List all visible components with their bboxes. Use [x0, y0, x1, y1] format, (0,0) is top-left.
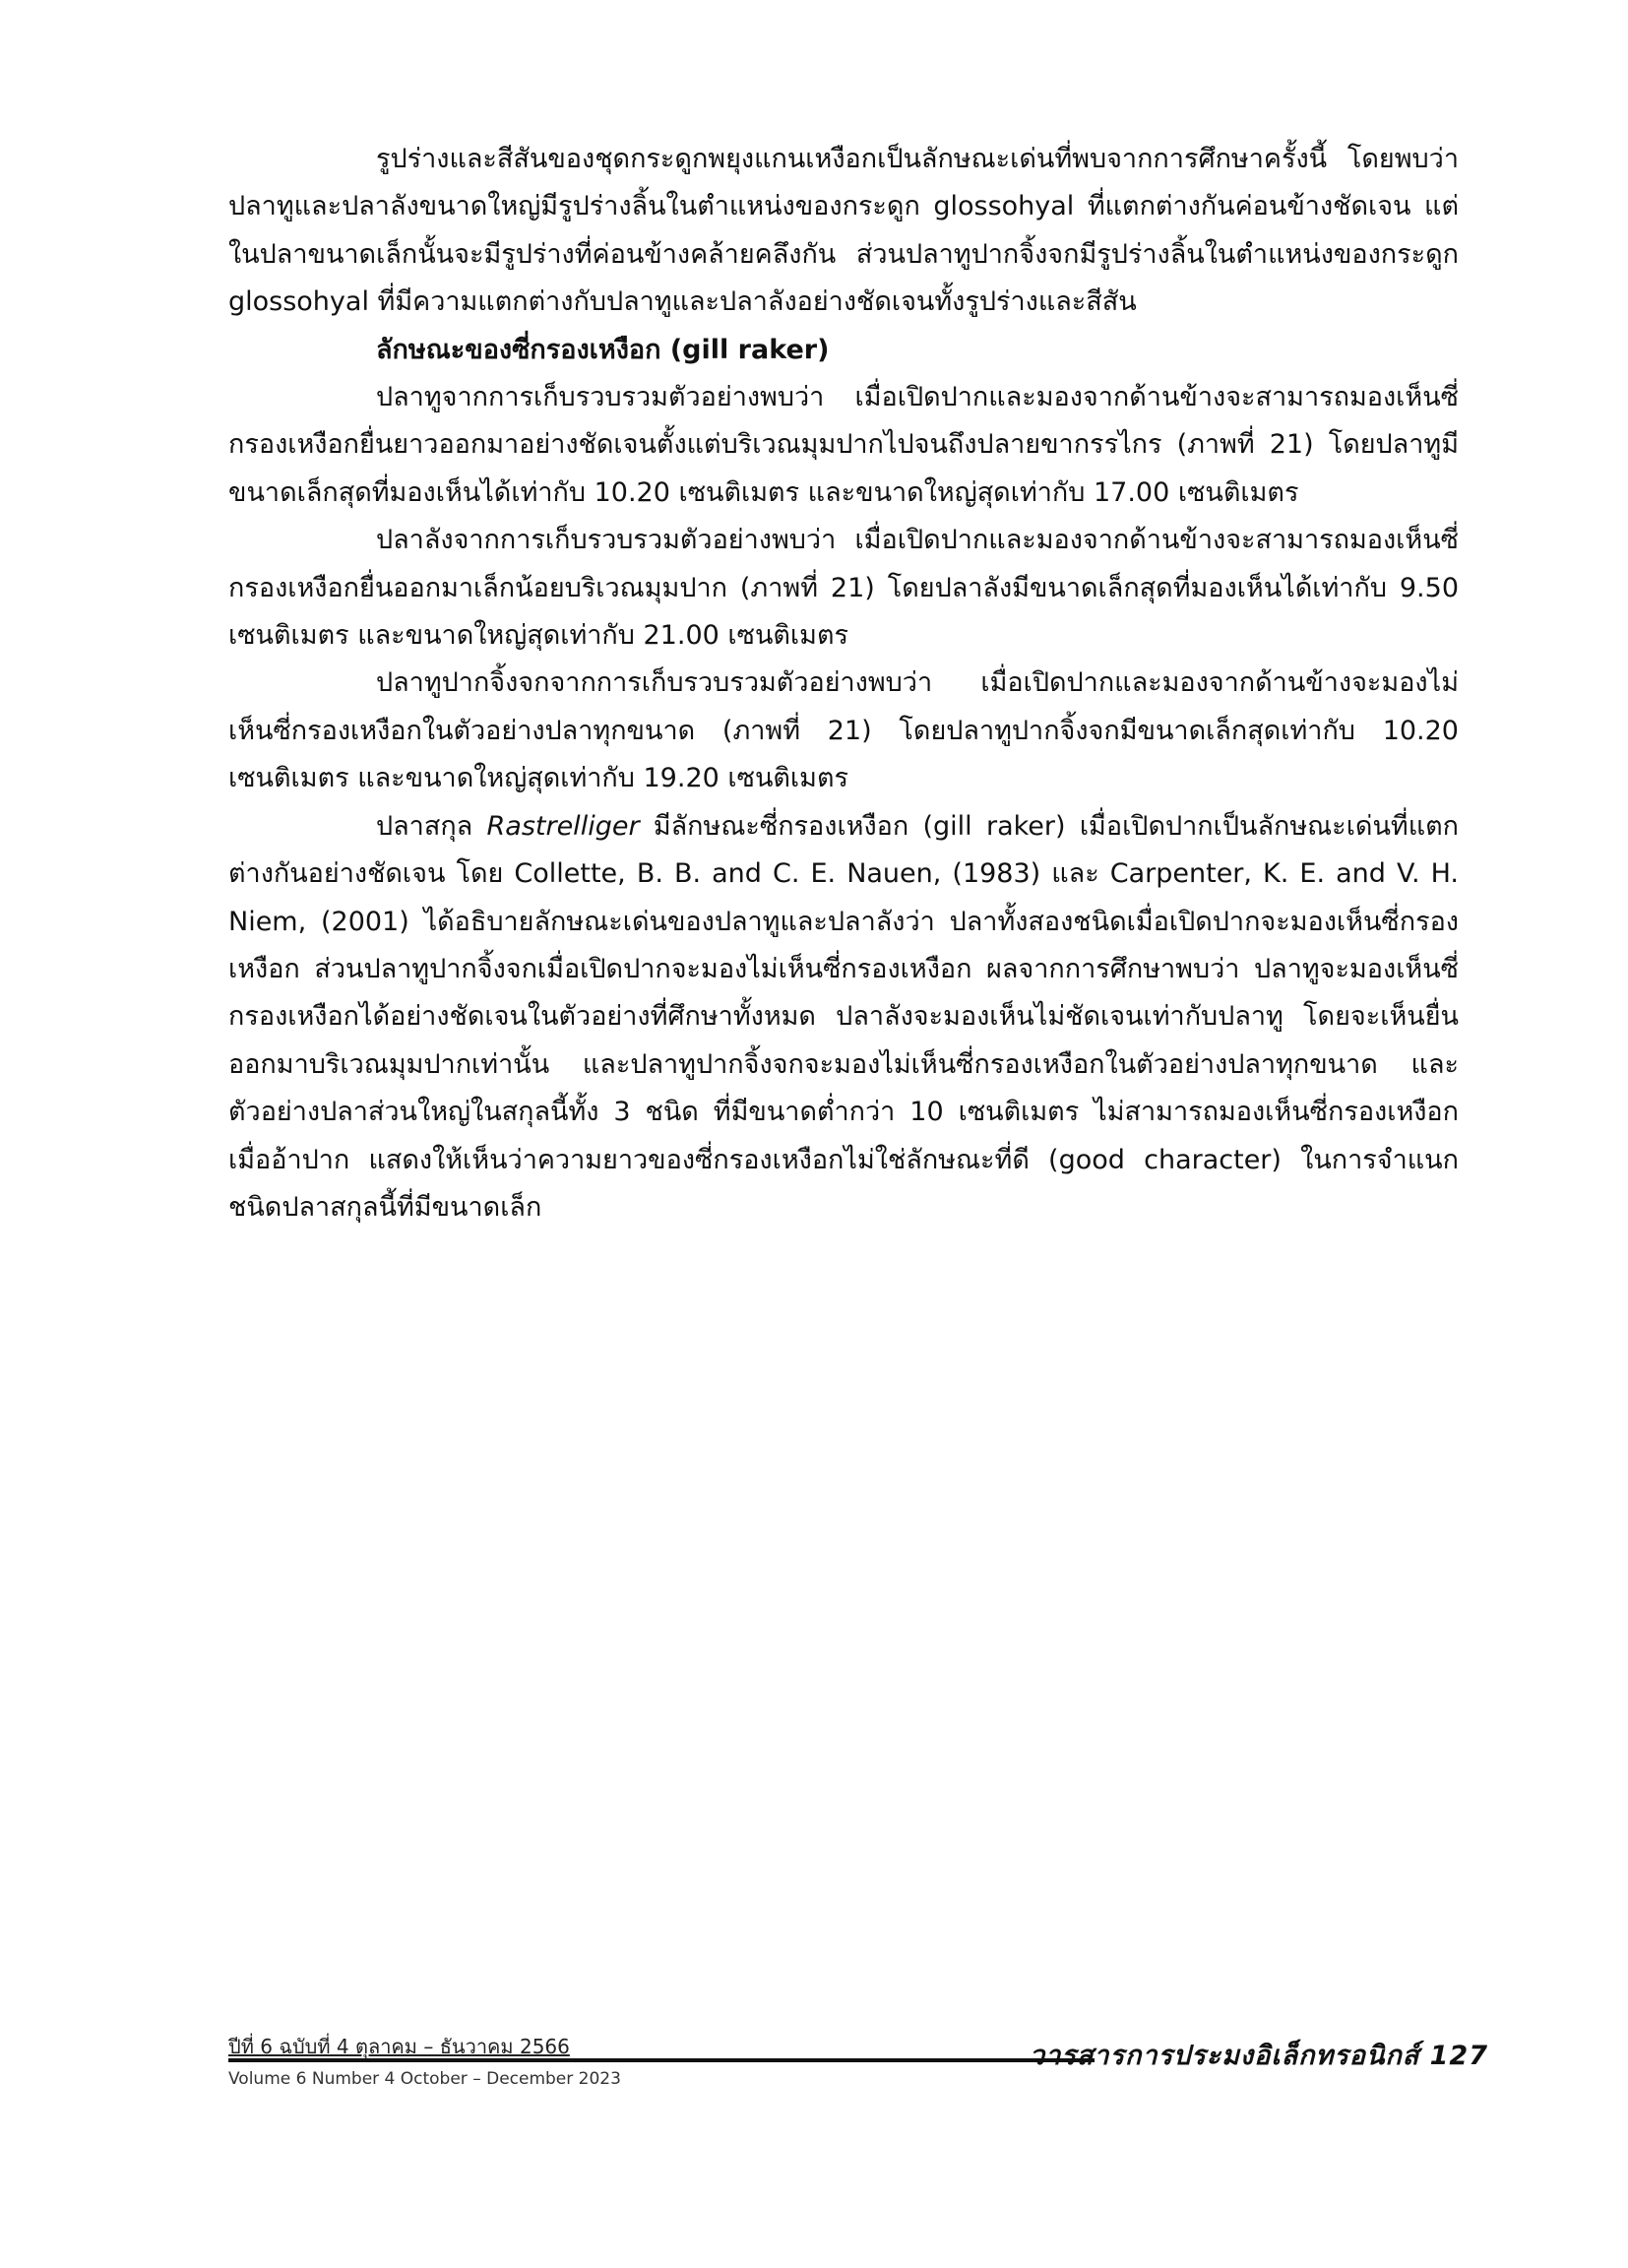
paragraph-rastrelliger-faughni: ปลาทูปากจิ้งจกจากการเก็บรวบรวมตัวอย่างพบว่า เมื่อเปิดปากและมองจากด้านข้างจะมองไม่เห็นซี่กรองเหงือกในตัวอย่างปลาทุกขนาด (ภาพที่ 21) โดยปลาทูปากจิ้งจกมีขนาดเล็กสุดเท่ากับ 10.20 เซนติเมตร และขนาดใหญ่สุดเท่ากับ 19.20 เซนติเมตร	[228, 667, 1459, 794]
genus-name: Rastrelliger	[486, 810, 640, 842]
footer-journal-page: วารสารการประมงอิเล็กทรอนิกส์ 127	[1030, 2041, 1488, 2071]
paragraph-text: มีลักษณะซี่กรองเหงือก (gill raker) เมื่อเปิดปากเป็นลักษณะเด่นที่แตกต่างกันอย่างชัดเจน โดย Collette, B. B. and C. E. Nauen, (1983) และ Carpenter, K. E. and V. H. Niem, (2001) ได้อธิบายลักษณะเด่นของปลาทูและปลาลังว่า ปลาทั้งสองชนิดเมื่อเปิดปากจะมองเห็นซี่กรองเหงือก ส่วนปลาทูปากจิ้งจกเมื่อเปิดปากจะมองไม่เห็นซี่กรองเหงือก ผลจากการศึกษาพบว่า ปลาทูจะมองเห็นซี่กรองเหงือกได้อย่างชัดเจนในตัวอย่างที่ศึกษาทั้งหมด ปลาลังจะมองเห็นไม่ชัดเจนเท่ากับปลาทู โดยจะเห็นยื่นออกมาบริเวณมุมปากเท่านั้น และปลาทูปากจิ้งจกจะมองไม่เห็นซี่กรองเหงือกในตัวอย่างปลาทุกขนาด และตัวอย่างปลาส่วนใหญ่ในสกุลนี้ทั้ง 3 ชนิด ที่มีขนาดต่ำกว่า 10 เซนติเมตร ไม่สามารถมองเห็นซี่กรองเหงือกเมื่ออ้าปาก แสดงให้เห็นว่าความยาวของซี่กรองเหงือกไม่ใช่ลักษณะที่ดี (good character) ในการจำแนกชนิดปลาสกุลนี้ที่มีขนาดเล็ก	[228, 810, 1459, 1223]
page-footer	[228, 2032, 1488, 2101]
paragraph-rastrelliger-kanagurta: ปลาลังจากการเก็บรวบรวมตัวอย่างพบว่า เมื่อเปิดปากและมองจากด้านข้างจะสามารถมองเห็นซี่กรองเหงือกยื่นออกมาเล็กน้อยบริเวณมุมปาก (ภาพที่ 21) โดยปลาลังมีขนาดเล็กสุดที่มองเห็นได้เท่ากับ 9.50 เซนติเมตร และขนาดใหญ่สุดเท่ากับ 21.00 เซนติเมตร	[228, 525, 1459, 652]
footer-issue-thai: ปีที่ 6 ฉบับที่ 4 ตุลาคม – ธันวาคม 2566	[228, 2035, 570, 2058]
paragraph-rastrelliger-brachysoma: ปลาทูจากการเก็บรวบรวมตัวอย่างพบว่า เมื่อเปิดปากและมองจากด้านข้างจะสามารถมองเห็นซี่กรองเหงือกยื่นยาวออกมาอย่างชัดเจนตั้งแต่บริเวณมุมปากไปจนถึงปลายขากรรไกร (ภาพที่ 21) โดยปลาทูมีขนาดเล็กสุดที่มองเห็นได้เท่ากับ 10.20 เซนติเมตร และขนาดใหญ่สุดเท่ากับ 17.00 เซนติเมตร	[228, 382, 1459, 508]
footer-rule	[228, 2058, 1095, 2062]
section-heading-gill-raker: ลักษณะของซี่กรองเหงือก (gill raker)	[376, 334, 830, 365]
paragraph-text: ปลาสกุล	[376, 810, 487, 842]
paragraph-genus-discussion	[228, 803, 1459, 1232]
article-body	[228, 136, 1459, 1231]
footer-issue-english: Volume 6 Number 4 October – December 2023	[228, 2069, 621, 2089]
paragraph-glossohyal-shape: รูปร่างและสีสันของชุดกระดูกพยุงแกนเหงือกเป็นลักษณะเด่นที่พบจากการศึกษาครั้งนี้ โดยพบว่าปลาทูและปลาลังขนาดใหญ่มีรูปร่างลิ้นในตำแหน่งของกระดูก glossohyal ที่แตกต่างกันค่อนข้างชัดเจน แต่ในปลาขนาดเล็กนั้นจะมีรูปร่างที่ค่อนข้างคล้ายคลึงกัน ส่วนปลาทูปากจิ้งจกมีรูปร่างลิ้นในตำแหน่งของกระดูก glossohyal ที่มีความแตกต่างกับปลาทูและปลาลังอย่างชัดเจนทั้งรูปร่างและสีสัน	[228, 144, 1459, 318]
